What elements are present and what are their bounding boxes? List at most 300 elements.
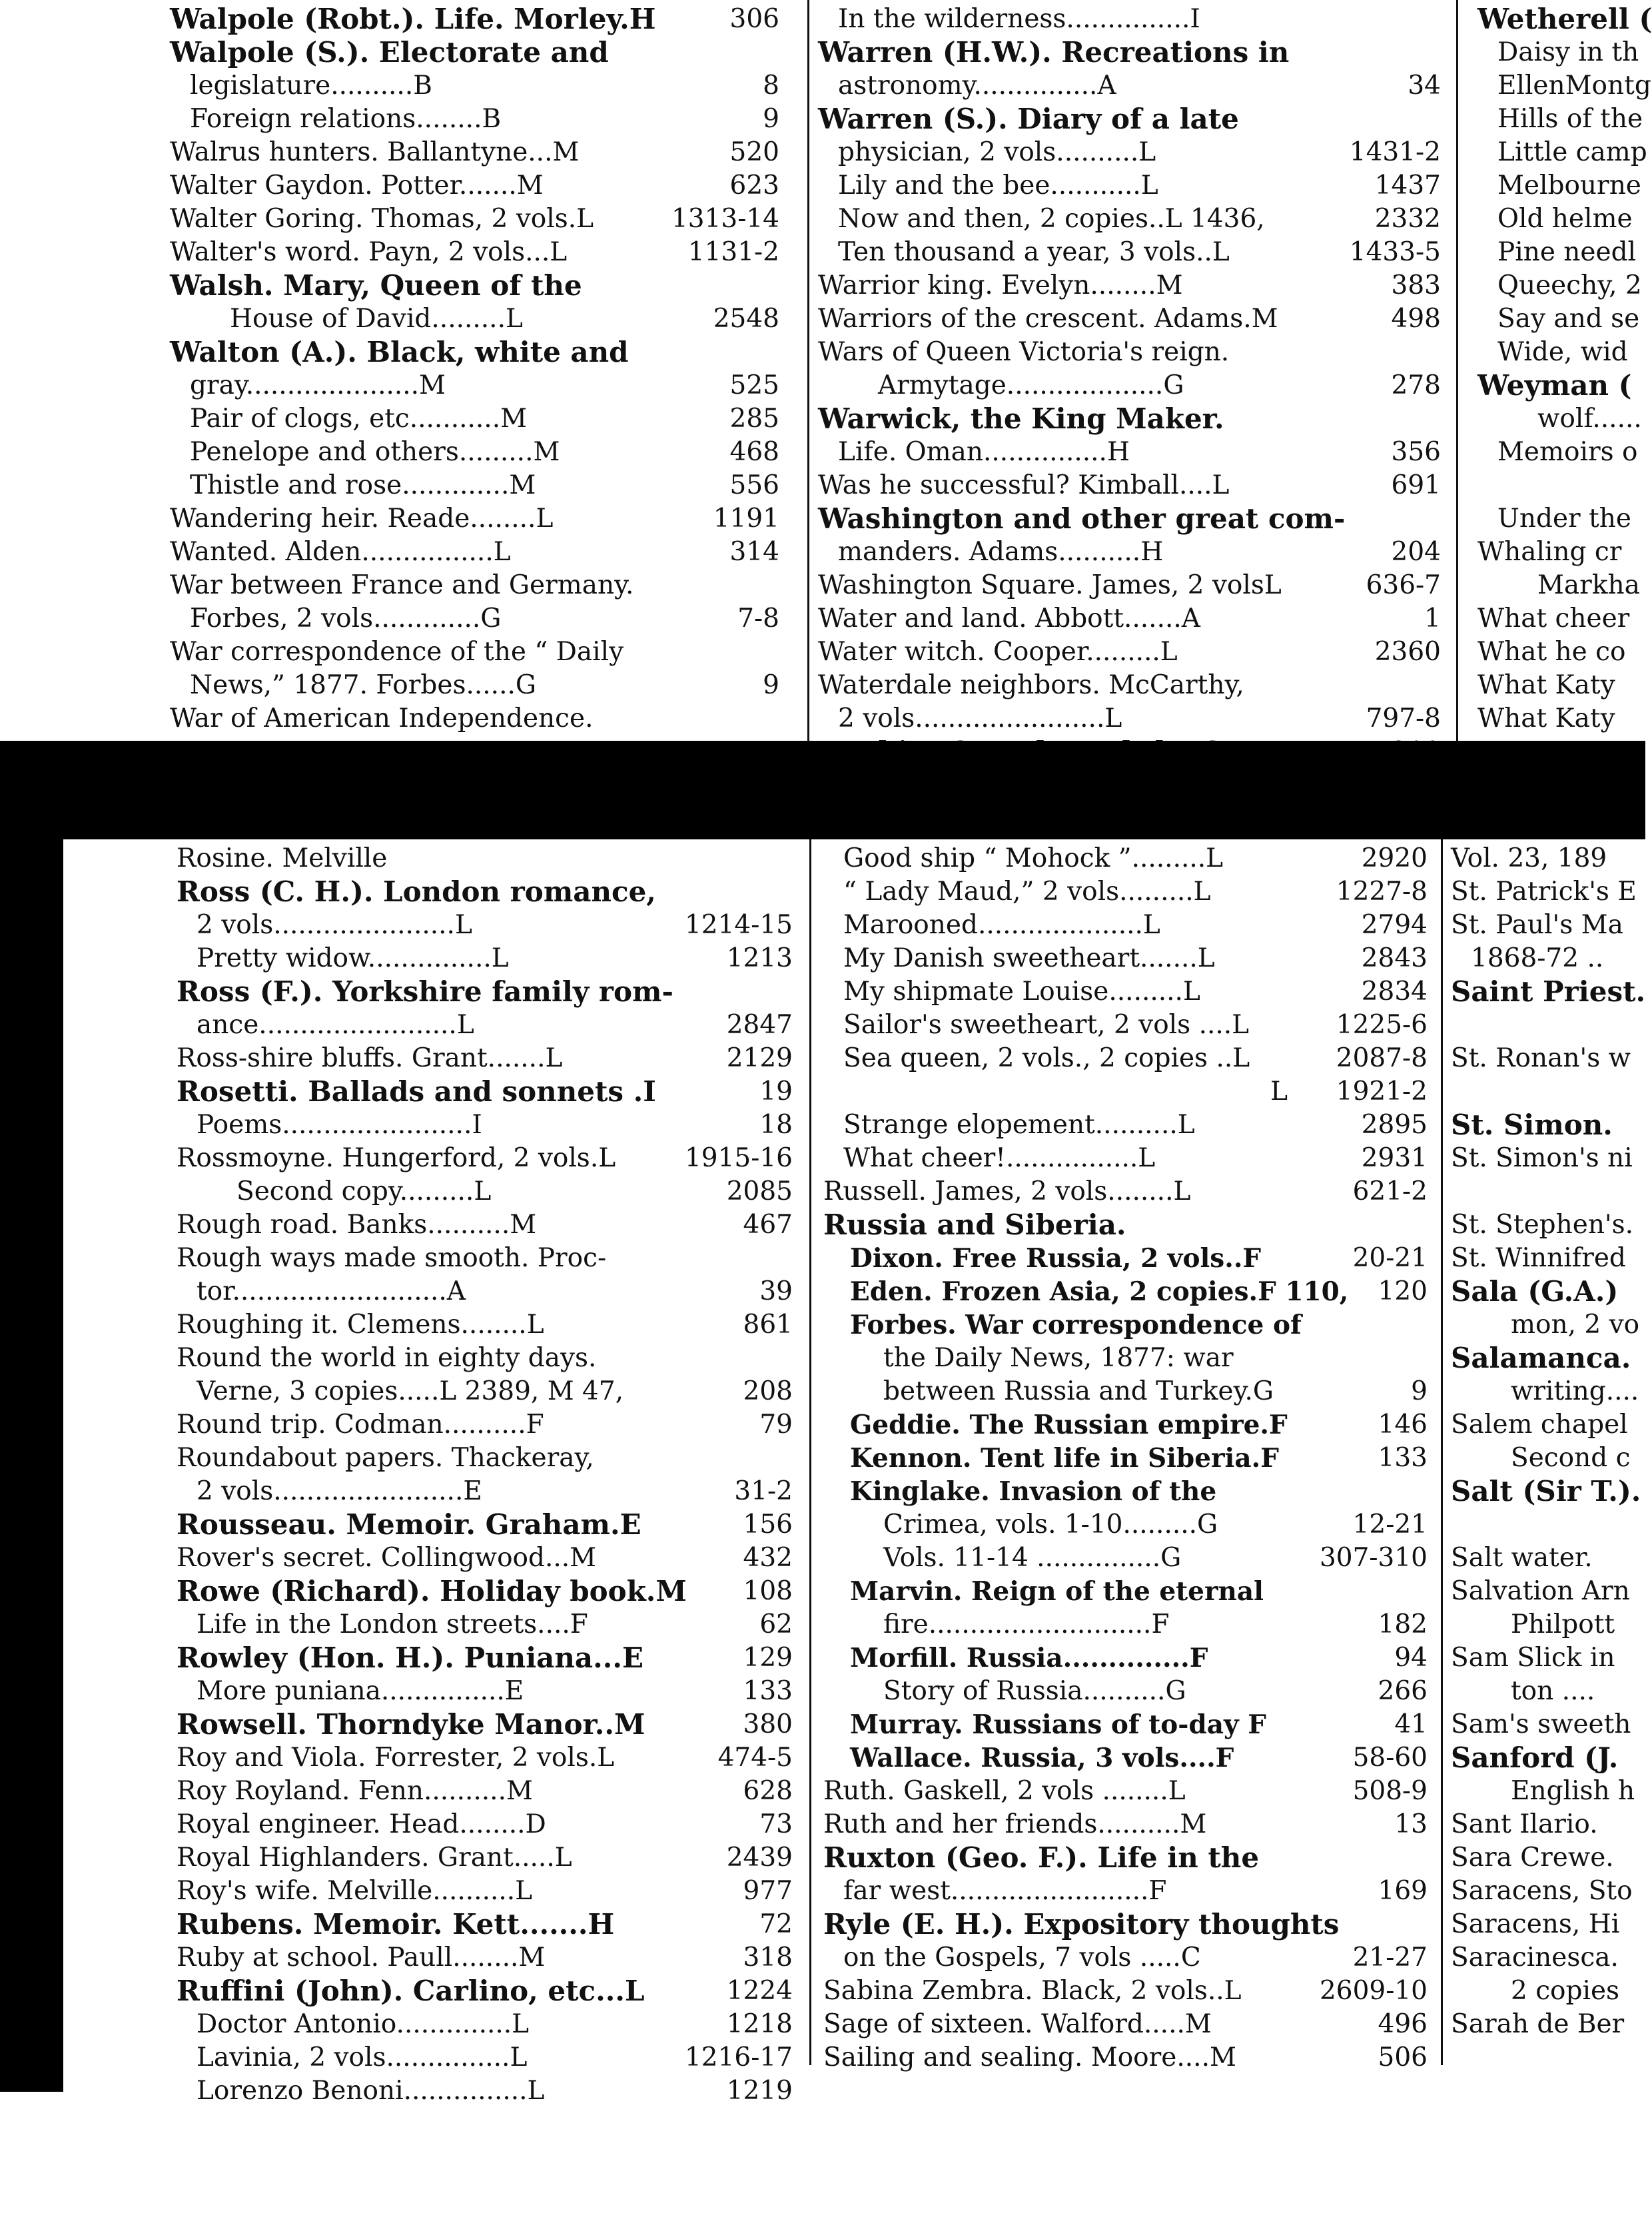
entry-title: Roy's wife. Melville..........L [177, 1876, 533, 1906]
index-entry [823, 1475, 1428, 1508]
index-entry [823, 1908, 1428, 1941]
entry-title: Dixon. Free Russia, 2 vols..F [850, 1243, 1262, 1274]
entry-title: Russia and Siberia. [823, 1208, 1126, 1241]
entry-title: Lily and the bee...........L [838, 171, 1158, 201]
index-entry [1451, 1442, 1651, 1475]
entry-title: St. Simon's ni [1451, 1143, 1633, 1173]
entry-title: ance........................L [197, 1010, 474, 1040]
entry-title: Ross (F.). Yorkshire family rom- [177, 975, 673, 1008]
bottom-column-divider-1 [809, 839, 811, 2065]
index-entry [170, 402, 779, 436]
index-entry [1451, 1009, 1651, 1042]
index-entry [177, 1242, 793, 1275]
entry-title: Marvin. Reign of the eternal [850, 1576, 1264, 1607]
entry-title: Ruth and her friends..........M [823, 1809, 1207, 1839]
entry-title: Warrior king. Evelyn........M [818, 270, 1183, 300]
call-number: 2895 [1361, 1110, 1428, 1140]
index-entry [823, 1275, 1428, 1308]
index-entry [170, 502, 779, 536]
entry-title: 2 vols.......................L [838, 703, 1122, 733]
entry-title: Wars of Queen Victoria's reign. [818, 337, 1230, 367]
bottom-column-divider-2 [1441, 839, 1443, 2065]
entry-title: Pair of clogs, etc...........M [190, 404, 528, 434]
call-number: 58-60 [1352, 1743, 1428, 1773]
entry-title: Ruffini (John). Carlino, etc...L [177, 1975, 645, 2007]
entry-title: Sea queen, 2 vols., 2 copies ..L [843, 1043, 1250, 1073]
index-entry [823, 1841, 1428, 1875]
entry-title: Saracens, Hi [1451, 1909, 1620, 1939]
index-entry [1451, 875, 1651, 909]
call-number: 133 [1378, 1443, 1428, 1473]
index-entry [1477, 602, 1651, 636]
index-entry [823, 1975, 1428, 2008]
index-entry [1477, 136, 1651, 169]
entry-title: Lavinia, 2 vols...............L [197, 2042, 528, 2072]
call-number: 2332 [1374, 204, 1441, 234]
index-entry [1451, 909, 1651, 942]
index-entry [823, 1308, 1428, 1342]
call-number: 2847 [726, 1010, 793, 1040]
index-entry [823, 1175, 1428, 1208]
entry-title: mon, 2 vo [1511, 1310, 1640, 1340]
call-number: 1 [1424, 604, 1441, 634]
call-number: 12-21 [1352, 1510, 1428, 1540]
entry-title: Verne, 3 copies.....L 2389, M 47, [197, 1376, 624, 1406]
index-entry [1451, 1475, 1651, 1508]
index-entry [177, 1575, 793, 1608]
entry-title: Rowsell. Thorndyke Manor..M [177, 1708, 645, 1741]
index-entry [1477, 103, 1651, 136]
index-entry [823, 1775, 1428, 1808]
entry-title: Salvation Arn [1451, 1576, 1630, 1606]
call-number: 1227-8 [1336, 877, 1428, 907]
index-entry [170, 136, 779, 169]
entry-title: Little camp [1497, 137, 1647, 167]
entry-title: Sala (G.A.) [1451, 1275, 1619, 1308]
bottom-middle-column [823, 839, 1428, 2233]
entry-title: on the Gospels, 7 vols .....C [843, 1943, 1201, 1973]
index-entry [177, 1109, 793, 1142]
index-entry [177, 2074, 793, 2108]
entry-title: Sailing and sealing. Moore....M [823, 2042, 1236, 2072]
call-number: 307-310 [1319, 1543, 1428, 1573]
index-entry [1451, 1675, 1651, 1708]
index-entry [823, 1608, 1428, 1641]
index-entry [1477, 169, 1651, 203]
call-number: 636-7 [1366, 570, 1441, 600]
entry-title: Foreign relations........B [190, 104, 502, 134]
index-entry [177, 1375, 793, 1408]
entry-title: Sam's sweeth [1451, 1709, 1631, 1739]
call-number: 146 [1378, 1410, 1428, 1440]
call-number: 1915-16 [684, 1143, 793, 1173]
index-entry [177, 1875, 793, 1908]
call-number: 1213 [726, 943, 793, 973]
index-entry [1477, 669, 1651, 702]
entry-title: Salamanca. [1451, 1342, 1631, 1374]
index-entry [1451, 1542, 1651, 1575]
entry-title: ton .... [1511, 1676, 1595, 1706]
index-entry [170, 569, 779, 602]
call-number: 468 [729, 437, 779, 467]
entry-title: Rowley (Hon. H.). Puniana...E [177, 1641, 643, 1674]
call-number: 8 [763, 71, 779, 101]
entry-title: Good ship “ Mohock ”.........L [843, 843, 1224, 873]
index-entry [1451, 842, 1651, 875]
entry-title: Ryle (E. H.). Expository thoughts [823, 1908, 1340, 1941]
index-entry [1451, 1375, 1651, 1408]
entry-title: St. Ronan's w [1451, 1043, 1631, 1073]
call-number: 204 [1391, 537, 1441, 567]
index-entry [818, 536, 1441, 569]
entry-title: Wallace. Russia, 3 vols....F [850, 1743, 1234, 1773]
call-number: 432 [743, 1543, 793, 1573]
entry-title: manders. Adams..........H [838, 537, 1164, 567]
index-entry [170, 436, 779, 469]
index-entry [170, 3, 779, 36]
index-entry [1451, 1109, 1651, 1142]
entry-title: St. Paul's Ma [1451, 910, 1623, 940]
index-entry [818, 602, 1441, 636]
index-entry [170, 302, 779, 336]
entry-title: Roughing it. Clemens........L [177, 1310, 544, 1340]
entry-title: Saracinesca. [1451, 1943, 1619, 1973]
entry-title: Poems.......................I [197, 1110, 482, 1140]
entry-title: My shipmate Louise.........L [843, 977, 1200, 1007]
entry-title: Warwick, the King Maker. [818, 402, 1224, 435]
call-number: 2843 [1361, 943, 1428, 973]
entry-title: Saint Priest. [1451, 975, 1646, 1008]
call-number: 9 [1411, 1376, 1428, 1406]
index-entry [823, 875, 1428, 909]
entry-title: 2 vols......................L [197, 910, 472, 940]
entry-title: Washington Square. James, 2 volsL [818, 570, 1282, 600]
entry-title: Rough road. Banks..........M [177, 1210, 537, 1240]
index-entry [177, 1641, 793, 1675]
entry-title: Sam Slick in [1451, 1643, 1615, 1673]
entry-title: Was he successful? Kimball....L [818, 470, 1230, 500]
index-entry [170, 469, 779, 502]
index-entry [818, 36, 1441, 69]
entry-title: Marooned....................L [843, 910, 1160, 940]
index-entry [823, 1542, 1428, 1575]
call-number: 1433-5 [1349, 237, 1441, 267]
call-number: 2439 [726, 1843, 793, 1873]
index-entry [177, 942, 793, 975]
scan-separator-band [0, 741, 1645, 839]
entry-title: fire...........................F [883, 1609, 1170, 1639]
entry-title: Washington and other great com- [818, 502, 1346, 535]
entry-title: Armytage...................G [878, 370, 1184, 400]
index-entry [823, 1375, 1428, 1408]
index-entry [823, 1208, 1428, 1242]
index-entry [818, 502, 1441, 536]
call-number: 467 [743, 1210, 793, 1240]
index-entry [1477, 36, 1651, 69]
entry-title: EllenMontg [1497, 71, 1651, 101]
call-number: 1437 [1374, 171, 1441, 201]
index-entry [1451, 1142, 1651, 1175]
entry-title: Sarah de Ber [1451, 2009, 1625, 2039]
index-entry [1451, 1275, 1651, 1308]
index-entry [1477, 236, 1651, 269]
index-entry [177, 1308, 793, 1342]
call-number: 356 [1391, 437, 1441, 467]
index-entry [170, 636, 779, 669]
call-number: 1431-2 [1349, 137, 1441, 167]
top-middle-column [818, 0, 1441, 741]
call-number: 628 [743, 1776, 793, 1806]
entry-title: Lorenzo Benoni...............L [197, 2076, 545, 2106]
index-entry [1477, 469, 1651, 502]
index-entry [823, 1708, 1428, 1741]
index-entry [818, 469, 1441, 502]
entry-title: Vols. 11-14 ...............G [883, 1543, 1182, 1573]
entry-title: St. Winnifred [1451, 1243, 1626, 1273]
entry-title: Saracens, Sto [1451, 1876, 1633, 1906]
index-entry [823, 1342, 1428, 1375]
entry-title: tor..........................A [197, 1276, 466, 1306]
entry-title: Hills of the [1497, 104, 1643, 134]
call-number: 34 [1408, 71, 1441, 101]
index-entry [818, 203, 1441, 236]
entry-title: Warren (H.W.). Recreations in [818, 36, 1290, 69]
index-entry [1451, 1641, 1651, 1675]
index-entry [1477, 636, 1651, 669]
index-entry [177, 1042, 793, 1075]
index-entry [823, 1675, 1428, 1708]
index-entry [823, 1575, 1428, 1608]
index-entry [1477, 702, 1651, 735]
entry-title: gray.....................M [190, 370, 446, 400]
index-entry [170, 669, 779, 702]
entry-title: Now and then, 2 copies..L 1436, [838, 204, 1265, 234]
entry-title: physician, 2 vols..........L [838, 137, 1156, 167]
index-entry [177, 1608, 793, 1641]
call-number: 2920 [1361, 843, 1428, 873]
index-entry [1477, 3, 1651, 36]
entry-title: Queechy, 2 [1497, 270, 1642, 300]
index-entry [177, 1142, 793, 1175]
index-entry [1451, 1808, 1651, 1841]
index-entry [177, 1775, 793, 1808]
index-entry [170, 36, 779, 69]
call-number: 861 [743, 1310, 793, 1340]
call-number: 266 [1378, 1676, 1428, 1706]
entry-title: Rosine. Melville [177, 843, 388, 873]
entry-title: Walpole (S.). Electorate and [170, 36, 609, 69]
index-entry [823, 2041, 1428, 2074]
call-number: 79 [759, 1410, 793, 1440]
entry-title: Water and land. Abbott.......A [818, 604, 1200, 634]
index-entry [818, 169, 1441, 203]
index-entry [177, 1941, 793, 1975]
index-entry [823, 1109, 1428, 1142]
call-number: 525 [729, 370, 779, 400]
entry-title: Strange elopement..........L [843, 1110, 1195, 1140]
call-number: 2548 [713, 304, 779, 334]
index-entry [1451, 1841, 1651, 1875]
call-number: 2360 [1374, 637, 1441, 667]
top-page-panel [0, 0, 1652, 741]
entry-title: Ruxton (Geo. F.). Life in the [823, 1841, 1260, 1874]
index-entry [1451, 942, 1651, 975]
entry-title: Ruth. Gaskell, 2 vols ........L [823, 1776, 1186, 1806]
call-number: 2085 [726, 1176, 793, 1206]
call-number: 285 [729, 404, 779, 434]
call-number: 498 [1391, 304, 1441, 334]
call-number: 520 [729, 137, 779, 167]
entry-title: 1868-72 .. [1471, 943, 1604, 973]
index-entry [177, 1475, 793, 1508]
entry-title: “ Lady Maud,” 2 vols.........L [843, 877, 1211, 907]
entry-title: Old helme [1497, 204, 1633, 234]
call-number: 1216-17 [684, 2042, 793, 2072]
entry-title: Round the world in eighty days. [177, 1343, 597, 1373]
index-entry [177, 2008, 793, 2041]
index-entry [170, 203, 779, 236]
index-entry [170, 536, 779, 569]
top-left-column [170, 0, 779, 741]
call-number: 318 [743, 1943, 793, 1973]
index-entry [177, 1208, 793, 1242]
index-entry [1451, 1075, 1651, 1109]
call-number: 2794 [1361, 910, 1428, 940]
index-entry [170, 336, 779, 369]
entry-title: Wandering heir. Reade........L [170, 504, 554, 534]
index-entry [177, 1408, 793, 1442]
entry-title: What cheer!................L [843, 1143, 1156, 1173]
entry-title: Story of Russia..........G [883, 1676, 1186, 1706]
entry-title: Rossmoyne. Hungerford, 2 vols.L [177, 1143, 616, 1173]
entry-title: Life in the London streets....F [197, 1609, 588, 1639]
call-number: 108 [743, 1576, 793, 1606]
entry-title: 2 vols.......................E [197, 1476, 482, 1506]
call-number: 9 [763, 670, 779, 700]
entry-title: War between France and Germany. [170, 570, 634, 600]
entry-title: Ross-shire bluffs. Grant.......L [177, 1043, 563, 1073]
index-entry [170, 103, 779, 136]
index-entry [177, 1675, 793, 1708]
call-number: 508-9 [1352, 1776, 1428, 1806]
call-number: 556 [729, 470, 779, 500]
index-entry [1477, 269, 1651, 302]
call-number: 62 [759, 1609, 793, 1639]
index-entry [818, 669, 1441, 702]
entry-title: In the wilderness...............I [838, 4, 1200, 34]
call-number: 621-2 [1352, 1176, 1428, 1206]
index-entry [1477, 569, 1651, 602]
top-column-divider-1 [807, 0, 809, 741]
index-entry [818, 636, 1441, 669]
entry-title: Sailor's sweetheart, 2 vols ....L [843, 1010, 1250, 1040]
index-entry [823, 1142, 1428, 1175]
entry-title: Weyman ( [1477, 369, 1632, 402]
call-number: 156 [743, 1510, 793, 1540]
entry-title: Warriors of the crescent. Adams.M [818, 304, 1278, 334]
entry-title: Markha [1537, 570, 1640, 600]
call-number: 1131-2 [687, 237, 779, 267]
entry-title: Walter's word. Payn, 2 vols...L [170, 237, 568, 267]
index-entry [177, 1009, 793, 1042]
index-entry [177, 1708, 793, 1741]
index-entry [170, 269, 779, 302]
index-entry [1451, 1775, 1651, 1808]
entry-title: wolf...... [1537, 404, 1642, 434]
entry-title: Sant Ilario. [1451, 1809, 1598, 1839]
entry-title: Warren (S.). Diary of a late [818, 103, 1239, 135]
index-entry [1451, 1875, 1651, 1908]
entry-title: 2 copies [1511, 1976, 1620, 2006]
call-number: 278 [1391, 370, 1441, 400]
entry-title: Walpole (Robt.). Life. Morley.H [170, 3, 656, 35]
index-entry [1451, 1342, 1651, 1375]
entry-title: Salt water. [1451, 1543, 1593, 1573]
index-entry [823, 1042, 1428, 1075]
index-entry [1477, 369, 1651, 402]
call-number: 9 [763, 104, 779, 134]
index-entry [823, 942, 1428, 975]
entry-title: Memoirs o [1497, 437, 1638, 467]
index-entry [1477, 436, 1651, 469]
entry-title: Eden. Frozen Asia, 2 copies.F 110, [850, 1276, 1349, 1307]
entry-title: Sara Crewe. [1451, 1843, 1614, 1873]
entry-title: astronomy...............A [838, 71, 1116, 101]
entry-title: Daisy in th [1497, 37, 1639, 67]
entry-title: Walrus hunters. Ballantyne...M [170, 137, 580, 167]
entry-title: between Russia and Turkey.G [883, 1376, 1274, 1406]
entry-title: Walter Goring. Thomas, 2 vols.L [170, 204, 594, 234]
call-number: 18 [759, 1110, 793, 1140]
entry-title: Melbourne [1497, 171, 1641, 201]
call-number: 797-8 [1366, 703, 1441, 733]
entry-title: Thistle and rose.............M [190, 470, 536, 500]
entry-title: Rubens. Memoir. Kett.......H [177, 1908, 615, 1941]
call-number: 306 [729, 4, 779, 34]
call-number: 73 [759, 1809, 793, 1839]
call-number: 1214-15 [684, 910, 793, 940]
entry-title: Wanted. Alden................L [170, 537, 511, 567]
call-number: 20-21 [1352, 1243, 1428, 1273]
index-entry [1451, 1208, 1651, 1242]
index-entry [177, 1741, 793, 1775]
bottom-page-panel [0, 839, 1645, 2233]
entry-title: Round trip. Codman..........F [177, 1410, 544, 1440]
entry-title: Roy Royland. Fenn..........M [177, 1776, 533, 1806]
entry-title: legislature..........B [190, 71, 432, 101]
index-entry [177, 875, 793, 909]
entry-title: St. Simon. [1451, 1109, 1613, 1141]
index-entry [1451, 1741, 1651, 1775]
entry-title: Forbes, 2 vols.............G [190, 604, 502, 634]
call-number: 169 [1378, 1876, 1428, 1906]
entry-title: More puniana...............E [197, 1676, 524, 1706]
index-entry [177, 1908, 793, 1941]
index-entry [818, 302, 1441, 336]
index-entry [818, 369, 1441, 402]
call-number: 314 [729, 537, 779, 567]
index-entry [823, 1941, 1428, 1975]
index-entry [1451, 1408, 1651, 1442]
index-entry [1451, 1508, 1651, 1542]
index-entry [1451, 1308, 1651, 1342]
call-number: 133 [743, 1676, 793, 1706]
entry-title: St. Stephen's. [1451, 1210, 1634, 1240]
call-number: 94 [1394, 1643, 1428, 1673]
call-number: 1313-14 [671, 204, 779, 234]
index-entry [1451, 1941, 1651, 1975]
index-entry [1451, 1708, 1651, 1741]
